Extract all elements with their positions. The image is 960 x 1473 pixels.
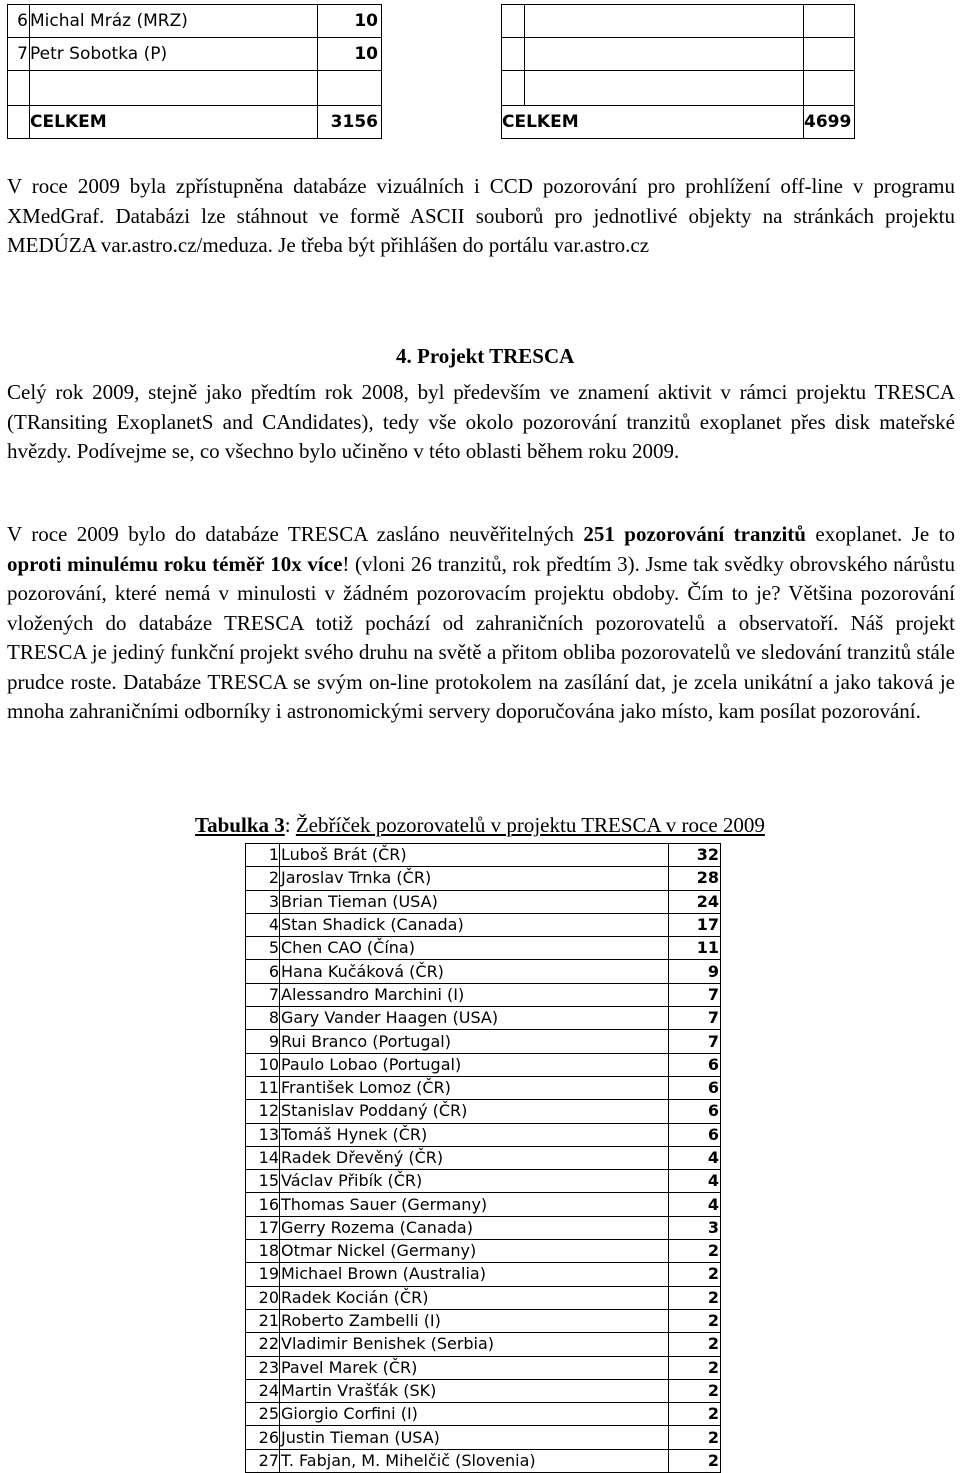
observer-name: Thomas Sauer (Germany) — [280, 1193, 669, 1216]
rank-number: 16 — [246, 1193, 280, 1216]
paragraph-1-text: Celý rok 2009, stejně jako předtím rok 2008, byl především ve znamení aktivit v rámci projektu TRESCA (TRansiting ExoplanetS and CAndidates), tedy vše okolo pozorování tranzitů exoplanet přes disk mateřské hvězdy. Podívejme se, co všechno bylo učiněno v této oblasti během roku 2009. — [7, 380, 955, 463]
observation-count: 28 — [669, 867, 721, 890]
observation-count: 2 — [669, 1379, 721, 1402]
rank-number: 18 — [246, 1240, 280, 1263]
observer-name: Martin Vrašťák (SK) — [280, 1379, 669, 1402]
observer-count: 10 — [318, 5, 382, 38]
observer-name: Tomáš Hynek (ČR) — [280, 1123, 669, 1146]
observer-name: Václav Přibík (ČR) — [280, 1170, 669, 1193]
rank-number: 7 — [246, 983, 280, 1006]
table-row — [246, 890, 721, 913]
table-row — [246, 1123, 721, 1146]
row-number: 6 — [8, 5, 30, 38]
observation-count: 17 — [669, 913, 721, 936]
rank-number: 3 — [246, 890, 280, 913]
table-row — [246, 1240, 721, 1263]
observation-count: 6 — [669, 1100, 721, 1123]
table-row — [502, 5, 855, 38]
table-row — [246, 937, 721, 960]
observation-count: 6 — [669, 1123, 721, 1146]
observation-count: 2 — [669, 1426, 721, 1449]
rank-number: 9 — [246, 1030, 280, 1053]
observer-name: Gerry Rozema (Canada) — [280, 1216, 669, 1239]
table-row — [246, 1170, 721, 1193]
table-row — [246, 844, 721, 867]
rank-number: 15 — [246, 1170, 280, 1193]
table-row — [8, 38, 382, 71]
observer-count: 10 — [318, 38, 382, 71]
table-row — [246, 913, 721, 936]
ranking-body — [246, 844, 721, 1473]
observation-count: 2 — [669, 1449, 721, 1472]
table-row — [246, 1216, 721, 1239]
observer-name: Chen CAO (Čína) — [280, 937, 669, 960]
observer-name: T. Fabjan, M. Mihelčič (Slovenia) — [280, 1449, 669, 1472]
rank-number: 5 — [246, 937, 280, 960]
rank-number: 13 — [246, 1123, 280, 1146]
observation-count: 2 — [669, 1263, 721, 1286]
observation-count: 24 — [669, 890, 721, 913]
observer-name: Radek Kocián (ČR) — [280, 1286, 669, 1309]
table-row — [246, 960, 721, 983]
total-value: 3156 — [318, 106, 382, 139]
section-heading: 4. Projekt TRESCA — [396, 344, 575, 368]
table-row — [246, 1007, 721, 1030]
rank-number: 14 — [246, 1146, 280, 1169]
rank-number: 11 — [246, 1076, 280, 1099]
paragraph-1 — [7, 378, 955, 467]
observer-name: Rui Branco (Portugal) — [280, 1030, 669, 1053]
total-row — [8, 106, 382, 139]
observation-count: 32 — [669, 844, 721, 867]
observation-count: 7 — [669, 983, 721, 1006]
ranking-table — [245, 843, 721, 1473]
intro-text: V roce 2009 byla zpřístupněna databáze vizuálních i CCD pozorování pro prohlížení off-line v programu XMedGraf. Databázi lze stáhnout ve formě ASCII souborů pro jednotlivé objekty na stránkách projektu MEDÚZA var.astro.cz/meduza. Je třeba být přihlášen do portálu var.astro.cz — [7, 174, 955, 257]
observer-name: Stan Shadick (Canada) — [280, 913, 669, 936]
rank-number: 10 — [246, 1053, 280, 1076]
rank-number: 17 — [246, 1216, 280, 1239]
rank-number: 2 — [246, 867, 280, 890]
observation-count: 2 — [669, 1333, 721, 1356]
observer-name: Otmar Nickel (Germany) — [280, 1240, 669, 1263]
observer-name: Hana Kučáková (ČR) — [280, 960, 669, 983]
table-row — [246, 1309, 721, 1332]
observer-name: Justin Tieman (USA) — [280, 1426, 669, 1449]
rank-number: 23 — [246, 1356, 280, 1379]
table-row — [246, 1403, 721, 1426]
rank-number: 27 — [246, 1449, 280, 1472]
observer-name: Radek Dřevěný (ČR) — [280, 1146, 669, 1169]
total-label: CELKEM — [30, 106, 318, 139]
empty-row — [502, 71, 855, 106]
rank-number: 20 — [246, 1286, 280, 1309]
table-row — [246, 1449, 721, 1472]
paragraph-2 — [7, 520, 955, 727]
observation-count: 4 — [669, 1193, 721, 1216]
rank-number: 4 — [246, 913, 280, 936]
total-row — [502, 106, 855, 139]
rank-number: 8 — [246, 1007, 280, 1030]
observer-name: Alessandro Marchini (I) — [280, 983, 669, 1006]
observer-name: Stanislav Poddaný (ČR) — [280, 1100, 669, 1123]
observer-name: Paulo Lobao (Portugal) — [280, 1053, 669, 1076]
observer-name: Michal Mráz (MRZ) — [30, 5, 318, 38]
table-row — [246, 1053, 721, 1076]
table-row — [246, 1333, 721, 1356]
observer-name: Brian Tieman (USA) — [280, 890, 669, 913]
observation-count: 2 — [669, 1356, 721, 1379]
observation-count: 2 — [669, 1309, 721, 1332]
table-row — [246, 1100, 721, 1123]
rank-number: 21 — [246, 1309, 280, 1332]
observation-count: 4 — [669, 1146, 721, 1169]
rank-number: 1 — [246, 844, 280, 867]
table-row — [246, 1193, 721, 1216]
observation-count: 11 — [669, 937, 721, 960]
table-caption: Tabulka 3: Žebříček pozorovatelů v projektu TRESCA v roce 2009 — [195, 813, 765, 837]
row-number: 7 — [8, 38, 30, 71]
caption-label: Tabulka 3 — [195, 813, 285, 837]
observer-name: Michael Brown (Australia) — [280, 1263, 669, 1286]
observation-count: 4 — [669, 1170, 721, 1193]
empty-row — [8, 71, 382, 106]
observer-name: František Lomoz (ČR) — [280, 1076, 669, 1099]
observer-name: Petr Sobotka (P) — [30, 38, 318, 71]
rank-number: 19 — [246, 1263, 280, 1286]
rank-number: 6 — [246, 960, 280, 983]
observer-name: Gary Vander Haagen (USA) — [280, 1007, 669, 1030]
rank-number: 25 — [246, 1403, 280, 1426]
observer-name: Vladimir Benishek (Serbia) — [280, 1333, 669, 1356]
observation-count: 2 — [669, 1240, 721, 1263]
table-row — [502, 38, 855, 71]
caption-text: Žebříček pozorovatelů v projektu TRESCA v roce 2009 — [295, 813, 765, 837]
observation-count: 3 — [669, 1216, 721, 1239]
observation-count: 2 — [669, 1403, 721, 1426]
table-row — [246, 983, 721, 1006]
observation-count: 6 — [669, 1076, 721, 1099]
observation-count: 7 — [669, 1030, 721, 1053]
observer-name: Giorgio Corfini (I) — [280, 1403, 669, 1426]
table-row — [246, 1030, 721, 1053]
table-row — [246, 1379, 721, 1402]
rank-number: 22 — [246, 1333, 280, 1356]
observer-name: Jaroslav Trnka (ČR) — [280, 867, 669, 890]
table-row — [246, 1263, 721, 1286]
rank-number: 26 — [246, 1426, 280, 1449]
rank-number: 12 — [246, 1100, 280, 1123]
observation-count: 9 — [669, 960, 721, 983]
table-row — [246, 1076, 721, 1099]
intro-paragraph — [7, 172, 955, 261]
observer-name: Luboš Brát (ČR) — [280, 844, 669, 867]
highlight-increase: oproti minulému roku téměř 10x více — [7, 551, 343, 576]
observer-table-right — [501, 4, 855, 139]
table-row — [246, 1426, 721, 1449]
highlight-count: 251 pozorování tranzitů — [583, 522, 806, 546]
observation-count: 6 — [669, 1053, 721, 1076]
table-row — [246, 1286, 721, 1309]
observation-count: 2 — [669, 1286, 721, 1309]
observation-count: 7 — [669, 1007, 721, 1030]
rank-number: 24 — [246, 1379, 280, 1402]
total-label: CELKEM — [502, 106, 804, 139]
table-row — [246, 1146, 721, 1169]
total-value: 4699 — [804, 106, 855, 139]
table-row — [246, 867, 721, 890]
table-row — [246, 1356, 721, 1379]
observer-name: Roberto Zambelli (I) — [280, 1309, 669, 1332]
observer-name: Pavel Marek (ČR) — [280, 1356, 669, 1379]
observer-table-left — [7, 4, 382, 139]
paragraph-2-text: V roce 2009 bylo do databáze TRESCA zasláno neuvěřitelných 251 pozorování tranzitů exoplanet. Je to oproti minulému roku téměř 10x více! (vloni 26 tranzitů, rok předtím 3). Jsme tak svědky obrovského nárůstu pozorování, které nemá v minulosti v žádném pozorovacím projektu obdoby. Čím to je? Většina pozorování vložených do databáze TRESCA totiž pochází od zahraničních pozorovatelů a observatoří. Náš projekt TRESCA je jediný funkční projekt svého druhu na světě a přitom obliba pozorovatelů ve sledování tranzitů stále prudce roste. Databáze TRESCA se svým on-line protokolem na zasílání dat, je zcela unikátní a jako taková je mnoha zahraničními odborníky i astronomickými servery doporučována jako místo, kam posílat pozorování. — [7, 522, 955, 723]
table-row — [8, 5, 382, 38]
